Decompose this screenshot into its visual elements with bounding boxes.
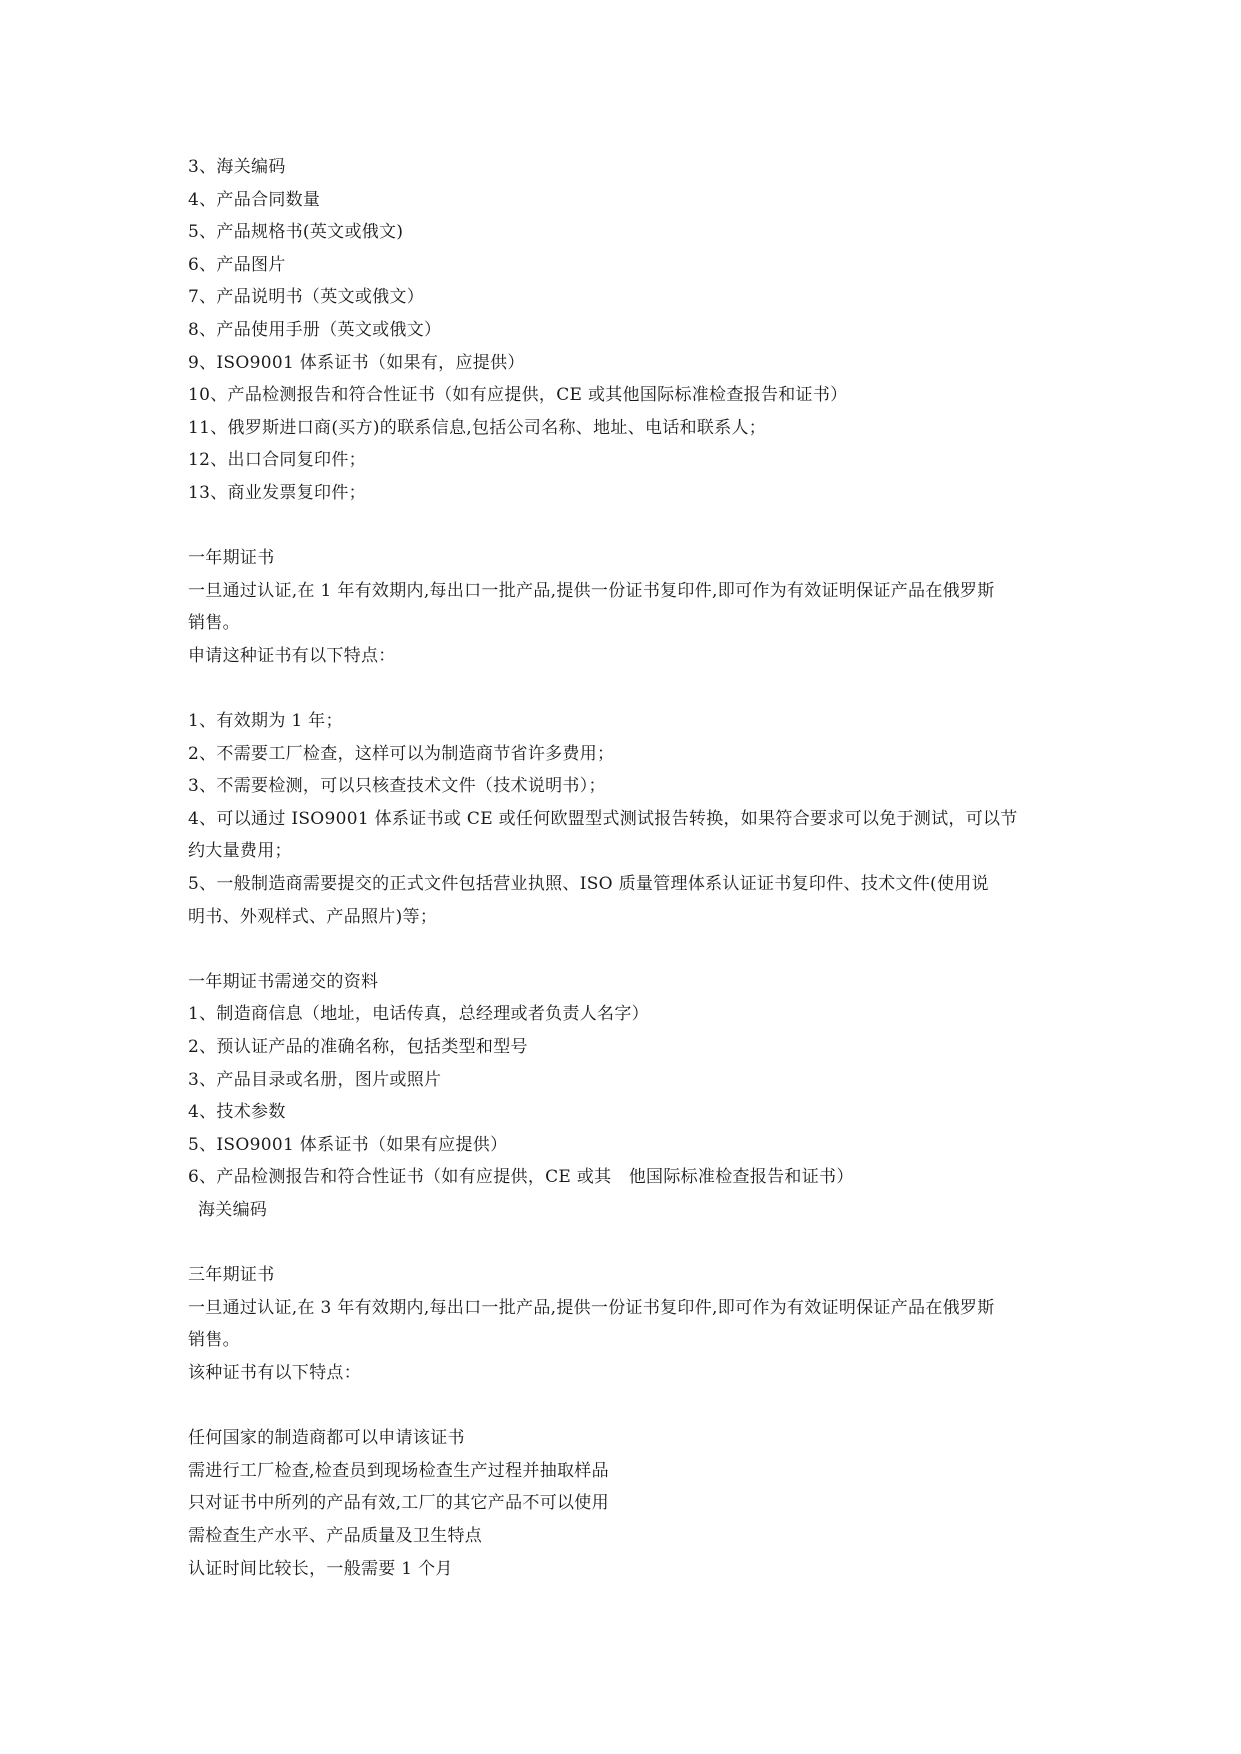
list-item: 9、ISO9001 体系证书（如果有，应提供） [188,352,525,373]
list-item: 4、产品合同数量 [188,189,321,210]
list-item: 13、商业发票复印件； [188,482,366,503]
list-item: 5、ISO9001 体系证书（如果有应提供） [188,1134,508,1155]
document-body [188,151,1068,1585]
list-item: 12、出口合同复印件； [188,450,366,471]
paragraph-line: 一旦通过认证,在 1 年有效期内,每出口一批产品,提供一份证书复印件,即可作为有效证明保证产品在俄罗斯 [188,580,995,601]
section-heading: 一年期证书 [188,548,275,569]
paragraph-spacer [188,1227,1068,1260]
list-item: 只对证书中所列的产品有效,工厂的其它产品不可以使用 [188,1493,609,1514]
three-year-section [188,1259,1068,1585]
paragraph-line: 申请这种证书有以下特点： [188,645,396,666]
section-heading: 三年期证书 [188,1265,275,1286]
one-year-docs-section [188,966,1068,1227]
list-item: 8、产品使用手册（英文或俄文） [188,319,442,340]
list-item: 2、预认证产品的准确名称，包括类型和型号 [188,1037,528,1058]
list-item: 需进行工厂检查,检查员到现场检查生产过程并抽取样品 [188,1460,609,1481]
list-item: 3、产品目录或名册，图片或照片 [188,1069,442,1090]
paragraph-line: 销售。 [188,1330,240,1351]
list-item: 3、海关编码 [188,157,286,177]
list-item: 2、不需要工厂检查，这样可以为制造商节省许多费用； [188,743,615,764]
list-item: 需检查生产水平、产品质量及卫生特点 [188,1525,483,1546]
list-item: 5、一般制造商需要提交的正式文件包括营业执照、ISO 质量管理体系认证证书复印件、技术文件(使用说 [188,874,989,895]
list-item: 6、产品检测报告和符合性证书（如有应提供，CE 或其 他国际标准检查报告和证书） [188,1167,854,1188]
list-item: 6、产品图片 [188,254,286,275]
list-item: 11、俄罗斯进口商(买方)的联系信息,包括公司名称、地址、电话和联系人； [188,417,767,438]
paragraph-spacer [188,510,1068,543]
list-item: 1、制造商信息（地址，电话传真，总经理或者负责人名字） [188,1004,649,1025]
list-item: 4、可以通过 ISO9001 体系证书或 CE 或任何欧盟型式测试报告转换，如果符合要求可以免于测试，可以节 [188,808,1018,829]
list-item: 5、产品规格书(英文或俄文) [188,222,404,243]
list-item: 1、有效期为 1 年； [188,711,343,732]
one-year-section [188,542,1068,933]
paragraph-spacer [188,673,1068,706]
list-item: 认证时间比较长，一般需要 1 个月 [188,1558,453,1579]
list-item: 任何国家的制造商都可以申请该证书 [188,1428,465,1449]
list-item: 10、产品检测报告和符合性证书（如有应提供，CE 或其他国际标准检查报告和证书） [188,385,848,406]
paragraph-line: 销售。 [188,613,240,634]
paragraph-spacer [188,933,1068,966]
list-item: 海关编码 [198,1200,268,1220]
document-list-section [188,151,1068,510]
paragraph-line: 一旦通过认证,在 3 年有效期内,每出口一批产品,提供一份证书复印件,即可作为有效证明保证产品在俄罗斯 [188,1297,995,1318]
list-item: 3、不需要检测，可以只核查技术文件（技术说明书）； [188,776,606,797]
list-item-continuation: 明书、外观样式、产品照片)等； [188,906,438,927]
list-item-continuation: 约大量费用； [188,841,292,862]
list-item: 7、产品说明书（英文或俄文） [188,287,425,308]
paragraph-line: 该种证书有以下特点： [188,1362,361,1383]
list-item: 4、技术参数 [188,1102,286,1123]
paragraph-spacer [188,1390,1068,1423]
section-heading: 一年期证书需递交的资料 [188,971,379,992]
